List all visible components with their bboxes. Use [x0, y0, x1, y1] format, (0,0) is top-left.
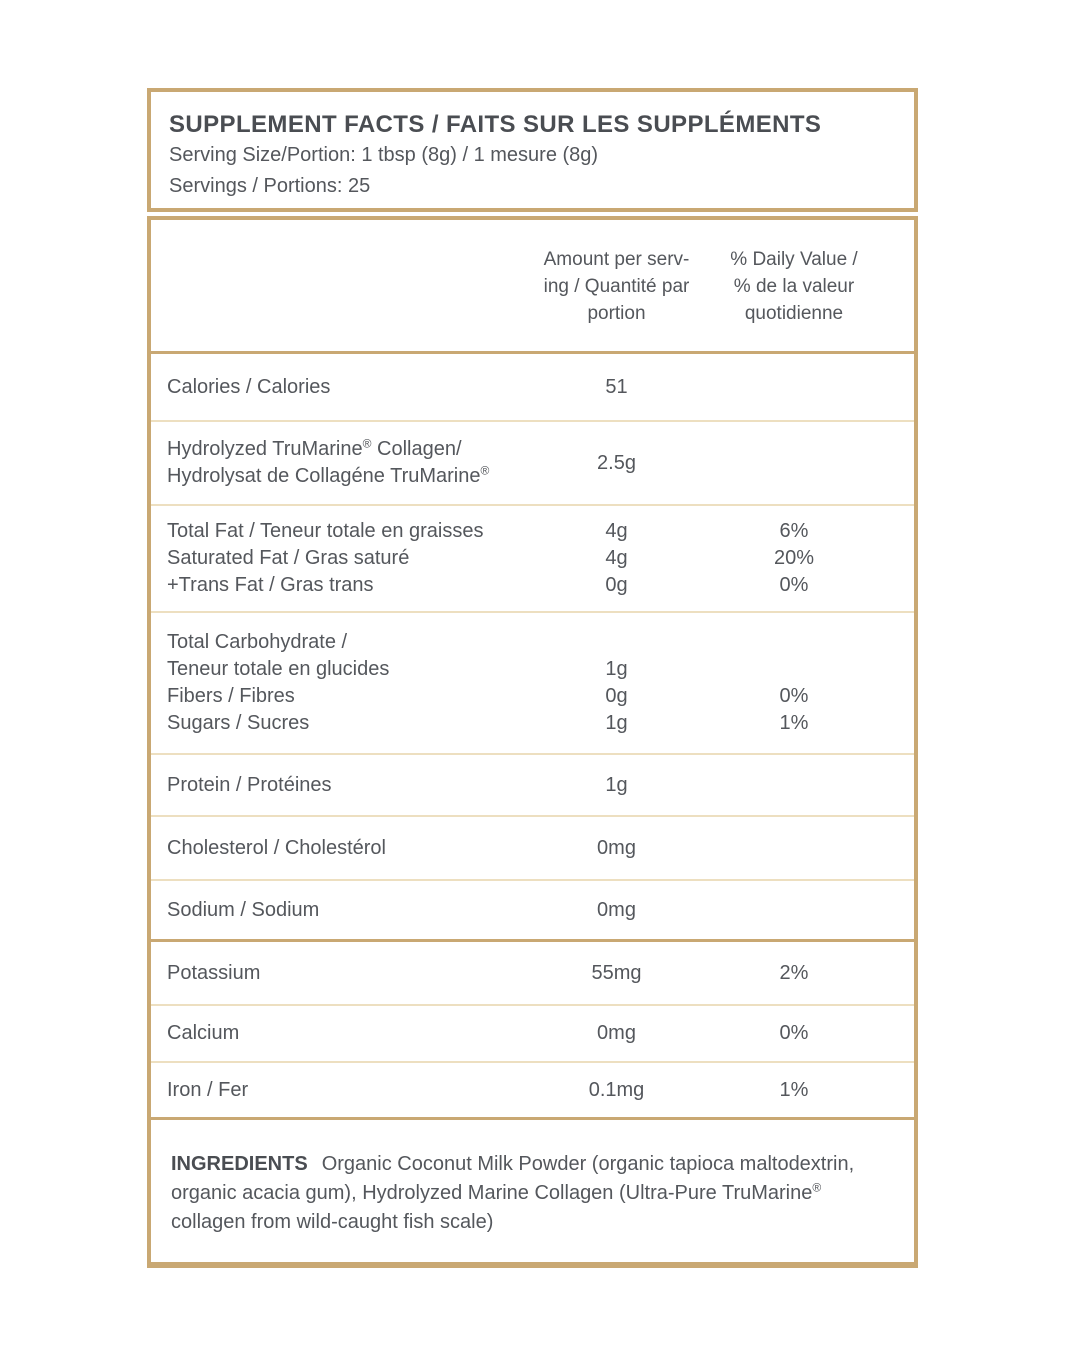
column-header-amount-line: Amount per serv-: [543, 249, 690, 270]
table-row-sodium: [151, 881, 914, 939]
nutrient-label: Fibers / Fibres: [167, 685, 295, 707]
amount-value: 2.5g: [597, 451, 636, 474]
table-row-calories: [151, 354, 914, 420]
daily-value: 1%: [779, 1078, 809, 1101]
amount-value: 0mg: [597, 836, 636, 859]
table-row-trans-fat: [151, 572, 914, 599]
table-group-fat: [151, 506, 914, 611]
nutrient-label: Calories / Calories: [167, 375, 331, 398]
amount-value: 0.1mg: [588, 1078, 645, 1101]
nutrient-label: Total Carbohydrate /: [167, 631, 348, 653]
amount-value: 55mg: [591, 961, 642, 984]
table-group-carbohydrate: [151, 613, 914, 753]
nutrient-label: [151, 436, 509, 490]
daily-value: 0%: [779, 574, 809, 596]
amount-value: 4g: [605, 547, 628, 569]
amount-value: 0mg: [597, 1022, 636, 1044]
table-row-protein: [151, 755, 914, 815]
daily-value: 20%: [773, 547, 815, 569]
nutrient-label: Potassium: [167, 961, 261, 984]
daily-value: 0%: [779, 1022, 809, 1044]
nutrient-label: Teneur totale en glucides: [167, 658, 390, 680]
column-header-amount-line: portion: [587, 303, 646, 324]
servings-count-text: Servings / Portions: 25: [169, 175, 371, 197]
nutrient-label: Saturated Fat / Gras saturé: [167, 547, 410, 569]
nutrition-table-panel: [147, 216, 918, 1268]
amount-value: 1g: [605, 712, 628, 734]
panel-title: SUPPLEMENT FACTS / FAITS SUR LES SUPPLÉMENTS: [169, 111, 822, 138]
table-row-iron: [151, 1063, 914, 1117]
table-row-total-carb-line1: [151, 629, 914, 656]
column-header-dv-line: % Daily Value /: [730, 249, 858, 270]
nutrient-label: Total Fat / Teneur totale en graisses: [167, 520, 484, 542]
amount-value: 4g: [605, 520, 628, 542]
table-row-total-fat: [151, 518, 914, 545]
table-row-fibers: [151, 683, 914, 710]
column-header-amount: [509, 246, 724, 327]
collagen-label-fr: Hydrolysat de Collagéne TruMarine®: [167, 463, 490, 487]
nutrient-label: Calcium: [167, 1022, 240, 1044]
ingredients-heading: INGREDIENTS: [171, 1153, 308, 1175]
table-row-collagen: [151, 422, 914, 504]
nutrient-label: +Trans Fat / Gras trans: [167, 574, 374, 596]
column-header-daily-value: [699, 246, 889, 327]
serving-size-text: Serving Size/Portion: 1 tbsp (8g) / 1 mesure (8g): [169, 144, 599, 166]
nutrient-label: Sugars / Sucres: [167, 712, 310, 734]
column-header-dv-line: % de la valeur: [733, 276, 855, 297]
amount-value: 1g: [605, 658, 628, 680]
table-row-sugars: [151, 710, 914, 737]
column-header-dv-line: quotidienne: [744, 303, 844, 324]
nutrient-label: Cholesterol / Cholestérol: [167, 836, 386, 859]
amount-value: 0g: [605, 685, 628, 707]
ingredients-section: [151, 1120, 914, 1237]
amount-value: 0g: [605, 574, 628, 596]
nutrient-label: Protein / Protéines: [167, 773, 332, 796]
ingredients-text-continued: collagen from wild-caught fish scale): [171, 1211, 494, 1233]
table-row-total-carb-line2: [151, 656, 914, 683]
table-row-calcium: [151, 1006, 914, 1061]
ingredients-text: Organic Coconut Milk Powder (organic tapioca maltodextrin, organic acacia gum), Hydrolyzed Marine Collagen (Ultra-Pure TruMarine: [171, 1153, 855, 1204]
nutrient-label: Iron / Fer: [167, 1078, 249, 1101]
daily-value: 2%: [779, 961, 809, 984]
registered-mark: ®: [362, 436, 372, 451]
collagen-label-en: Hydrolyzed TruMarine® Collagen/: [167, 436, 462, 460]
table-row-cholesterol: [151, 817, 914, 879]
table-column-headers: [151, 220, 914, 351]
table-row-potassium: [151, 942, 914, 1004]
amount-value: 51: [605, 375, 628, 398]
daily-value: 6%: [779, 520, 809, 542]
amount-value: 1g: [605, 773, 628, 796]
nutrient-label: Sodium / Sodium: [167, 898, 320, 921]
table-row-saturated-fat: [151, 545, 914, 572]
header-panel: [147, 88, 918, 212]
daily-value: 1%: [779, 712, 809, 734]
amount-value: 0mg: [597, 898, 636, 921]
registered-mark: ®: [480, 463, 490, 478]
column-header-amount-line: ing / Quantité par: [543, 276, 690, 297]
registered-mark: ®: [812, 1180, 822, 1195]
daily-value: 0%: [779, 685, 809, 707]
